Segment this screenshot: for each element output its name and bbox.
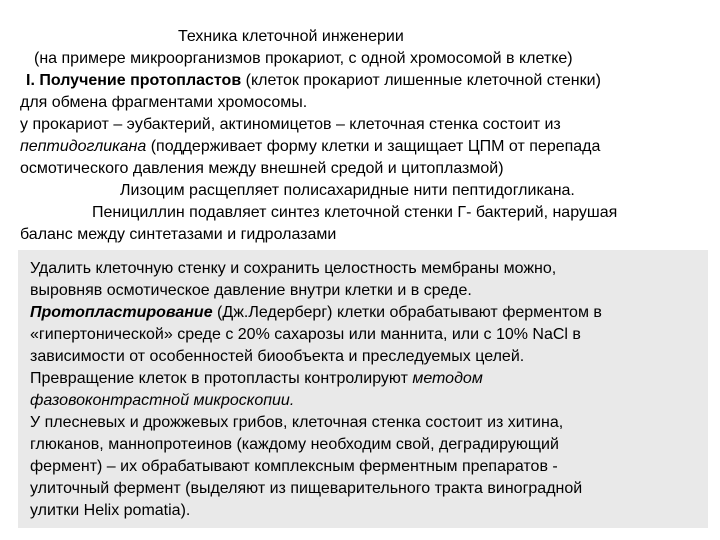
intro-text-block [20,26,700,246]
slide-title: Техника клеточной инженерии [178,28,404,45]
text-line: выровняв осмотическое давление внутри клетки и в среде. [30,282,472,299]
text-line: глюканов, маннопротеинов (каждому необходим свой, деградирующий [30,436,559,453]
text-line: Удалить клеточную стенку и сохранить целостность мембраны можно, [30,260,557,277]
text-line [20,136,700,158]
text-line: Пенициллин подавляет синтез клеточной стенки Г- бактерий, нарушая [92,204,618,221]
term-phase-contrast: фазовоконтрастной микроскопии. [30,392,295,409]
text-line: у прокариот – эубактерий, актиномицетов – клеточная стенка состоит из [20,116,561,133]
text-line: У плесневых и дрожжевых грибов, клеточная стенка состоит из хитина, [30,414,564,431]
section-heading-line [20,70,700,92]
slide-subtitle: (на примере микроорганизмов прокариот, с одной хромосомой в клетке) [34,50,573,67]
text-line: осмотического давления между внешней средой и цитоплазмой) [20,160,504,177]
text-line: Лизоцим расщепляет полисахаридные нити пептидогликана. [120,182,575,199]
text-fragment: Превращение клеток в протопласты контролируют [30,370,413,387]
text-fragment: (Дж.Ледерберг) клетки обрабатывают ферментом в [212,304,602,321]
section-heading-note: (клеток прокариот лишенные клеточной стенки) [241,72,601,89]
protoplasting-text-box [18,250,708,528]
text-line: улитки Helix pomatia). [30,502,191,519]
text-line [30,368,708,390]
text-line: «гипертонической» среде с 20% сахарозы или маннита, или с 10% NaCl в [30,326,581,343]
text-fragment: (поддерживает форму клетки и защищает ЦПМ от перепада [146,138,601,155]
text-line: для обмена фрагментами хромосомы. [20,94,308,111]
term-method: методом [412,370,483,387]
section-heading: I. Получение протопластов [26,72,242,89]
text-line: баланс между синтетазами и гидролазами [20,226,337,243]
term-protoplasting: Протопластирование [30,304,213,321]
text-line: зависимости от особенностей биообъекта и преследуемых целей. [30,348,525,365]
text-line: фермент) – их обрабатывают комплексным ферментным препаратов - [30,458,558,475]
text-line [30,390,708,412]
text-line [30,302,708,324]
term-peptidoglycan: пептидогликана [20,138,147,155]
text-line: улиточный фермент (выделяют из пищеварительного тракта виноградной [30,480,583,497]
